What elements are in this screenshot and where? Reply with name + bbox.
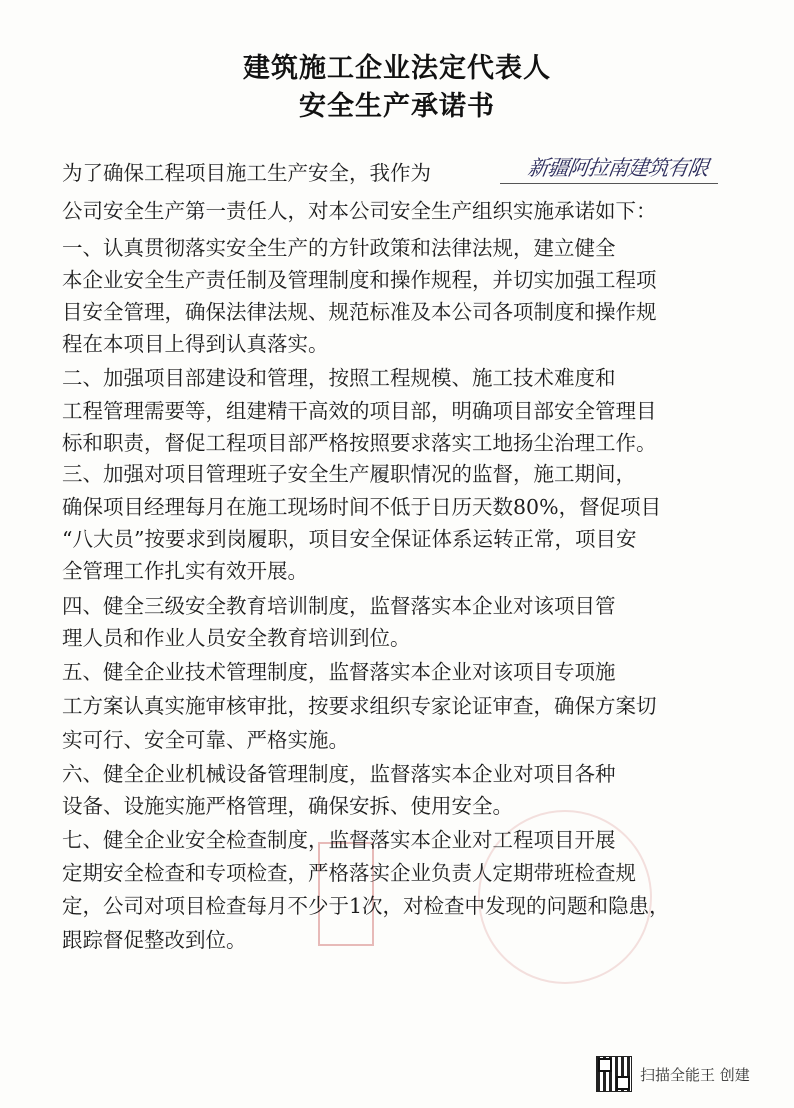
body-line: “八大员”按要求到岗履职，项目安全保证体系运转正常，项目安 — [62, 527, 637, 551]
body-line: 本企业安全生产责任制及管理制度和操作规程，并切实加强工程项 — [62, 268, 657, 292]
body-line: 理人员和作业人员安全教育培训到位。 — [62, 626, 411, 650]
body-line: 二、加强项目部建设和管理，按照工程规模、施工技术难度和 — [62, 366, 616, 390]
body-line: 公司安全生产第一责任人，对本公司安全生产组织实施承诺如下： — [62, 199, 657, 223]
scanner-text: 扫描全能王 创建 — [640, 1065, 750, 1084]
body-line: 为了确保工程项目施工生产安全，我作为 — [62, 161, 431, 185]
body-line: 全管理工作扎实有效开展。 — [62, 559, 308, 583]
body-line: 实可行、安全可靠、严格实施。 — [62, 728, 349, 752]
signature-underline — [500, 183, 718, 184]
body-line: 定期安全检查和专项检查，严格落实企业负责人定期带班检查规 — [62, 861, 636, 885]
body-line: 标和职责，督促工程项目部严格按照要求落实工地扬尘治理工作。 — [62, 431, 657, 455]
body-line: 跟踪督促整改到位。 — [62, 928, 247, 952]
body-line: 七、健全企业安全检查制度，监督落实本企业对工程项目开展 — [62, 828, 616, 852]
qr-code-icon — [596, 1056, 632, 1092]
body-line: 四、健全三级安全教育培训制度，监督落实本企业对该项目管 — [62, 594, 616, 618]
body-line: 目安全管理，确保法律法规、规范标准及本公司各项制度和操作规 — [62, 300, 657, 324]
document-title-line1: 建筑施工企业法定代表人 — [243, 53, 551, 84]
body-line: 设备、设施实施严格管理，确保安拆、使用安全。 — [62, 794, 513, 818]
body-line: 工方案认真实施审核审批，按要求组织专家论证审查，确保方案切 — [62, 694, 657, 718]
body-line: 确保项目经理每月在施工现场时间不低于日历天数80%，督促项目 — [62, 495, 662, 519]
document-title-line2: 安全生产承诺书 — [299, 91, 495, 122]
body-line: 六、健全企业机械设备管理制度，监督落实本企业对项目各种 — [62, 762, 616, 786]
body-line: 一、认真贯彻落实安全生产的方针政策和法律法规，建立健全 — [62, 236, 616, 260]
body-line: 三、加强对项目管理班子安全生产履职情况的监督，施工期间， — [62, 462, 636, 486]
body-line: 定，公司对项目检查每月不少于1次，对检查中发现的问题和隐患， — [62, 894, 670, 918]
handwritten-company-name: 新疆阿拉南建筑有限 — [526, 156, 710, 180]
body-line: 工程管理需要等，组建精干高效的项目部，明确项目部安全管理目 — [62, 399, 657, 423]
body-line: 五、健全企业技术管理制度，监督落实本企业对该项目专项施 — [62, 660, 616, 684]
body-line: 程在本项目上得到认真落实。 — [62, 332, 329, 356]
scanner-watermark — [596, 1056, 750, 1092]
